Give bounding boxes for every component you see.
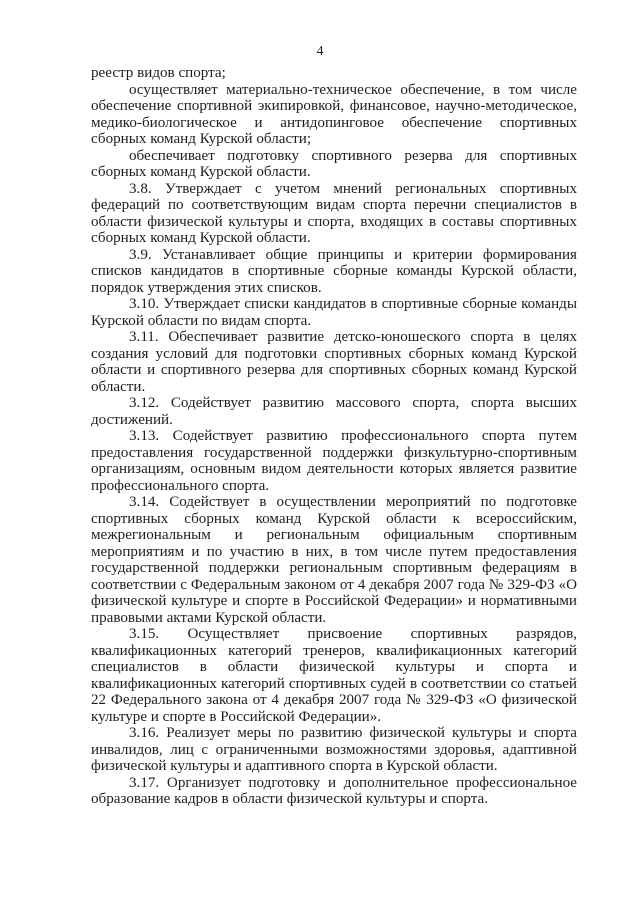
paragraph-registry-line: реестр видов спорта; [91,65,226,81]
paragraph-3-12: 3.12. Содействует развитию массового спорта, спорта высших достижений. [91,395,577,428]
paragraph-3-10: 3.10. Утверждает списки кандидатов в спортивные сборные команды Курской области по видам спорта. [91,296,577,329]
paragraph-3-13: 3.13. Содействует развитию профессионального спорта путем предоставления государственной поддержки физкультурно-спортивным организациям, основным видом деятельности которых является развитие профессионального спорта. [91,428,577,494]
paragraph-3-16: 3.16. Реализует меры по развитию физической культуры и спорта инвалидов, лиц с ограниченными возможностями здоровья, адаптивной физической культуры и адаптивного спорта в Курской области. [91,725,577,774]
paragraph-3-9: 3.9. Устанавливает общие принципы и критерии формирования списков кандидатов в спортивные сборные команды Курской области, порядок утверждения этих списков. [91,246,577,296]
paragraph-3-8: 3.8. Утверждает с учетом мнений региональных спортивных федераций по соответствующим видам спорта перечни специалистов в области физической культуры и спорта, входящих в составы спортивных сборных команд Курской области. [91,180,577,246]
paragraph-material-support: осуществляет материально-техническое обеспечение, в том числе обеспечение спортивной экипировкой, финансовое, научно-методическое, медико-биологическое и антидопинговое обеспечение спортивных сборных команд Курской области; [91,81,577,147]
page-number: 4 [316,44,324,59]
document-body [91,65,577,808]
paragraph-3-17: 3.17. Организует подготовку и дополнительное профессиональное образование кадров в области физической культуры и спорта. [91,774,577,807]
paragraph-3-14: 3.14. Содействует в осуществлении мероприятий по подготовке спортивных сборных команд Курской области к всероссийским, межрегиональным и региональным официальным спортивным мероприятиям и по участию в них, в том числе путем предоставления государственной поддержки региональным спортивным федерациям в соответствии с Федеральным законом от 4 декабря 2007 года № 329-ФЗ «О физической культуре и спорте в Российской Федерации» и нормативными правовыми актами Курской области. [91,494,577,626]
paragraph-sports-reserve: обеспечивает подготовку спортивного резерва для спортивных сборных команд Курской области. [91,147,577,180]
paragraph-3-15: 3.15. Осуществляет присвоение спортивных разрядов, квалификационных категорий тренеров, квалификационных категорий специалистов в области физической культуры и спорта и квалификационных категорий спортивных судей в соответствии со статьей 22 Федерального закона от 4 декабря 2007 года № 329-ФЗ «О физической культуре и спорте в Российской Федерации». [91,626,577,725]
paragraph-3-11: 3.11. Обеспечивает развитие детско-юношеского спорта в целях создания условий для подготовки спортивных сборных команд Курской области и спортивного резерва для спортивных сборных команд Курской области. [91,329,577,395]
